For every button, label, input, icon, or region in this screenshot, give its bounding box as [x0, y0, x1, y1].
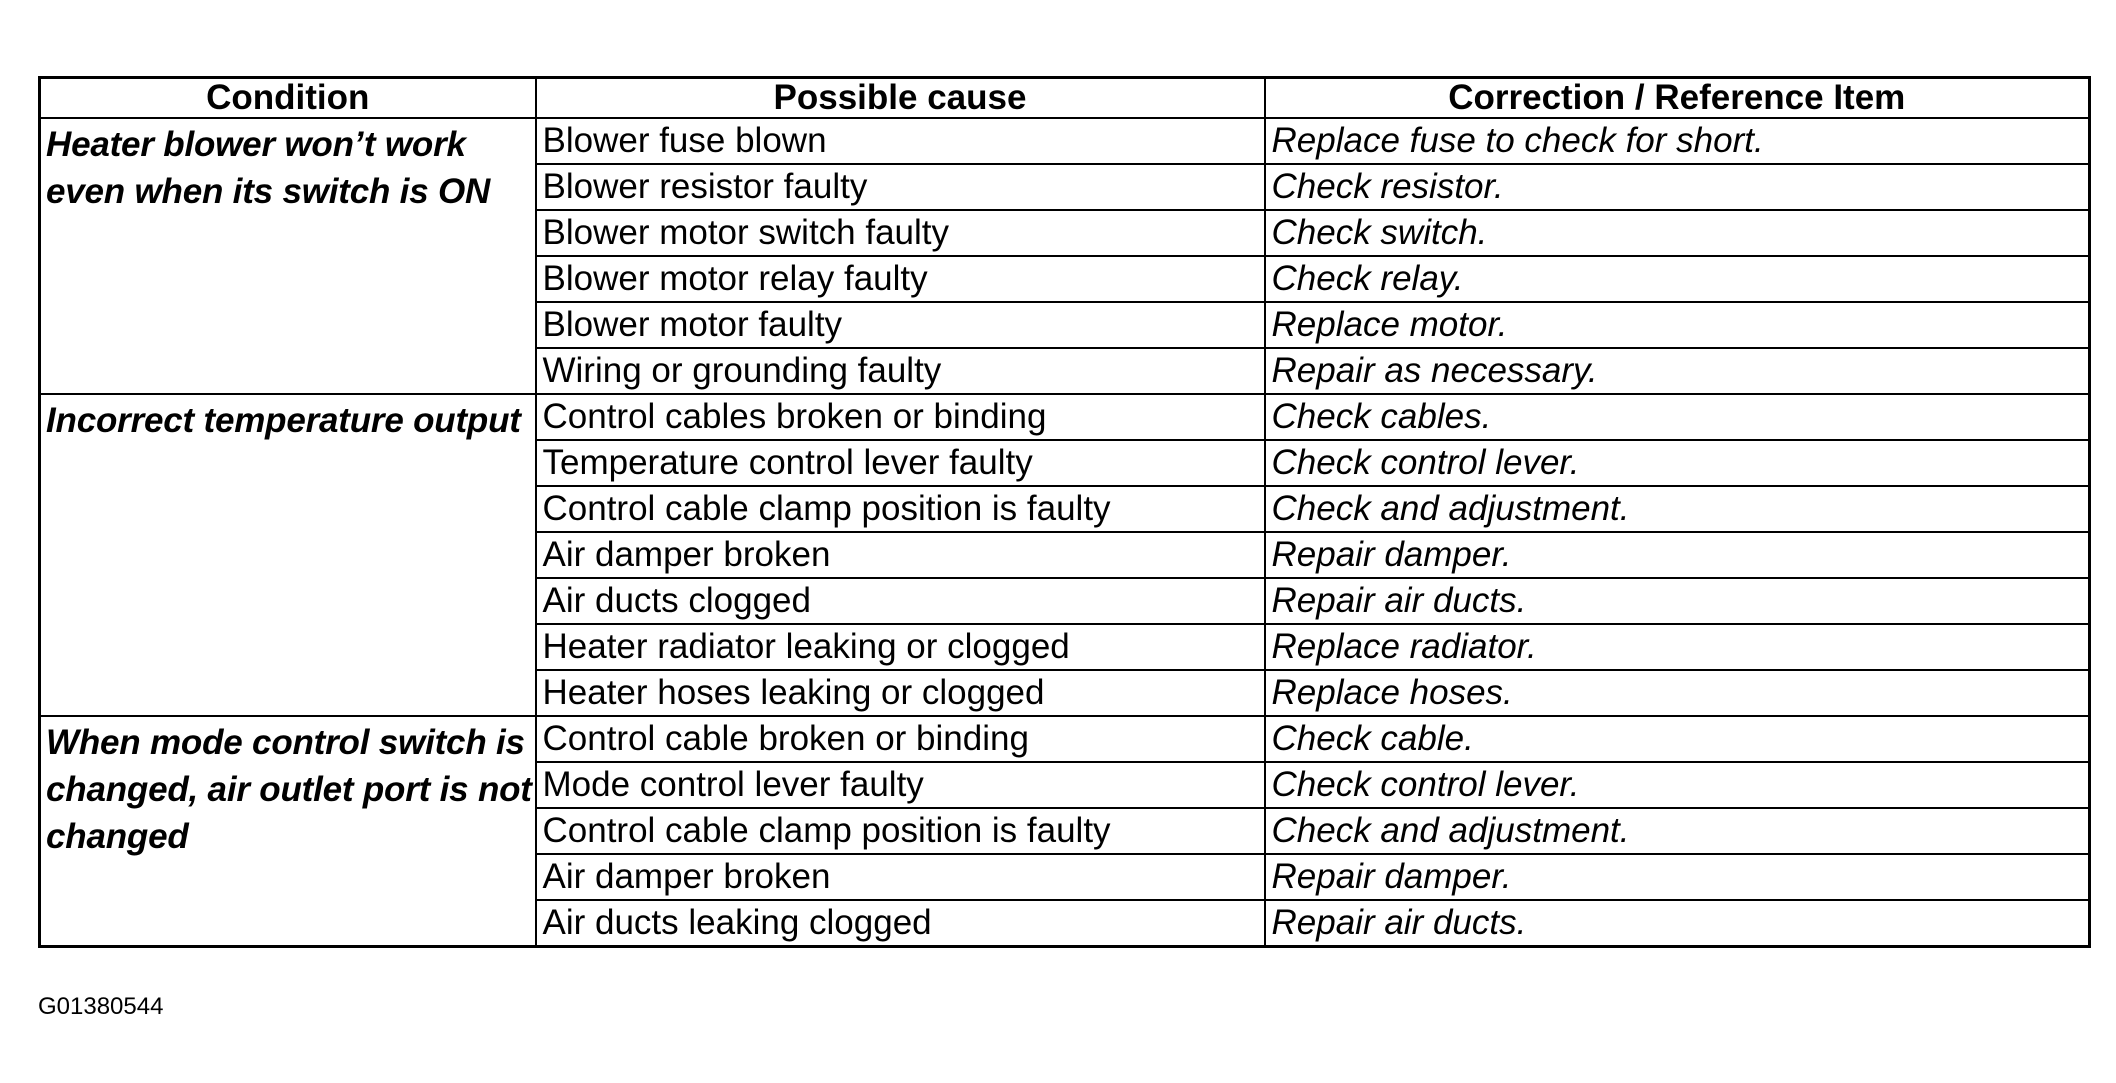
correction-cell: Repair air ducts. [1265, 578, 2090, 624]
correction-cell: Check resistor. [1265, 164, 2090, 210]
correction-cell: Check control lever. [1265, 440, 2090, 486]
correction-cell: Check cable. [1265, 716, 2090, 762]
correction-cell: Repair air ducts. [1265, 900, 2090, 947]
correction-cell: Check and adjustment. [1265, 808, 2090, 854]
correction-cell: Check switch. [1265, 210, 2090, 256]
correction-cell: Replace hoses. [1265, 670, 2090, 716]
condition-cell: When mode control switch is changed, air outlet port is not changed [40, 716, 536, 947]
troubleshooting-table [38, 76, 2091, 948]
cause-cell: Blower motor switch faulty [536, 210, 1265, 256]
cause-cell: Mode control lever faulty [536, 762, 1265, 808]
table-body [40, 118, 2090, 947]
cause-cell: Control cable broken or binding [536, 716, 1265, 762]
header-row [40, 78, 2090, 118]
cause-cell: Heater radiator leaking or clogged [536, 624, 1265, 670]
cause-cell: Wiring or grounding faulty [536, 348, 1265, 394]
correction-cell: Replace radiator. [1265, 624, 2090, 670]
cause-cell: Control cables broken or binding [536, 394, 1265, 440]
cause-cell: Control cable clamp position is faulty [536, 486, 1265, 532]
cause-cell: Control cable clamp position is faulty [536, 808, 1265, 854]
cause-cell: Air damper broken [536, 854, 1265, 900]
condition-cell: Heater blower won’t work even when its switch is ON [40, 118, 536, 394]
correction-cell: Check relay. [1265, 256, 2090, 302]
cause-cell: Temperature control lever faulty [536, 440, 1265, 486]
correction-cell: Check cables. [1265, 394, 2090, 440]
cause-cell: Air damper broken [536, 532, 1265, 578]
correction-cell: Check and adjustment. [1265, 486, 2090, 532]
cause-cell: Air ducts clogged [536, 578, 1265, 624]
correction-cell: Check control lever. [1265, 762, 2090, 808]
condition-header: Condition [40, 78, 536, 118]
correction-cell: Repair as necessary. [1265, 348, 2090, 394]
figure-id: G01380544 [38, 993, 164, 1020]
correction-header: Correction / Reference Item [1265, 78, 2090, 118]
correction-cell: Replace motor. [1265, 302, 2090, 348]
correction-cell: Repair damper. [1265, 854, 2090, 900]
cause-cell: Blower motor relay faulty [536, 256, 1265, 302]
cause-cell: Blower resistor faulty [536, 164, 1265, 210]
table-row [40, 716, 2090, 762]
cause-cell: Air ducts leaking clogged [536, 900, 1265, 947]
cause-cell: Heater hoses leaking or clogged [536, 670, 1265, 716]
table-row [40, 394, 2090, 440]
cause-cell: Blower motor faulty [536, 302, 1265, 348]
table-row [40, 118, 2090, 164]
correction-cell: Replace fuse to check for short. [1265, 118, 2090, 164]
cause-header: Possible cause [536, 78, 1265, 118]
cause-cell: Blower fuse blown [536, 118, 1265, 164]
correction-cell: Repair damper. [1265, 532, 2090, 578]
condition-cell: Incorrect temperature output [40, 394, 536, 716]
